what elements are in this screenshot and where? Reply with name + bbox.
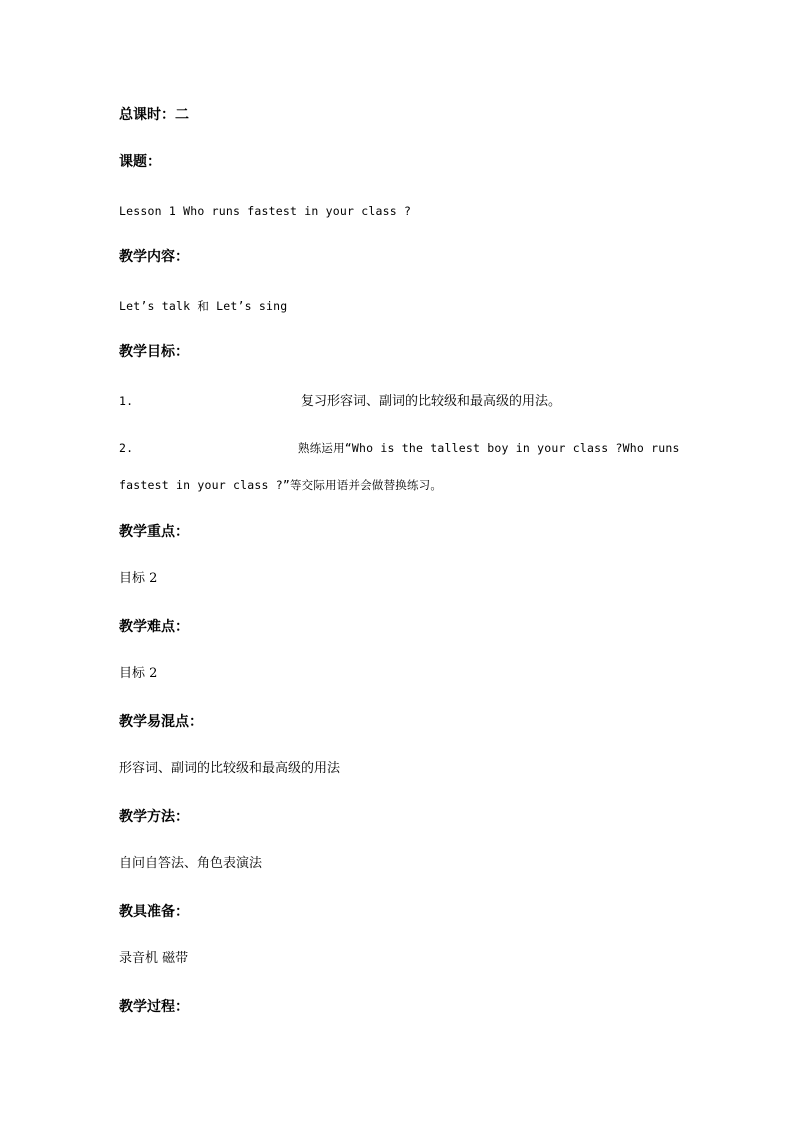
method-value: 自问自答法、角色表演法	[119, 856, 263, 871]
difficult-point-value: 目标 2	[119, 666, 158, 681]
confusing-point-label: 教学易混点：	[119, 714, 203, 730]
goal-number: 2.	[119, 441, 134, 455]
goal-item-2	[119, 439, 680, 458]
confusing-point-value: 形容词、副词的比较级和最高级的用法	[119, 761, 341, 776]
key-point-value: 目标 2	[119, 571, 158, 586]
content-label: 教学内容：	[119, 249, 189, 265]
key-point-label: 教学重点：	[119, 524, 189, 540]
method-label: 教学方法：	[119, 809, 189, 825]
tools-label: 教具准备：	[119, 904, 189, 920]
goal-2-continuation: fastest in your class ?”等交际用语并会做替换练习。	[119, 478, 443, 492]
goal-item-1	[119, 392, 561, 411]
topic-label: 课题：	[119, 154, 161, 170]
goals-label: 教学目标：	[119, 344, 189, 360]
tools-value: 录音机 磁带	[119, 951, 189, 966]
content-value: Let’s talk 和 Let’s sing	[119, 299, 288, 313]
goal-text: 复习形容词、副词的比较级和最高级的用法。	[301, 394, 562, 409]
process-label: 教学过程：	[119, 999, 189, 1015]
difficult-point-label: 教学难点：	[119, 619, 189, 635]
total-hours-heading: 总课时：二	[119, 107, 189, 123]
goal-text: 熟练运用“Who is the tallest boy in your class ?Who runs	[298, 441, 680, 455]
goal-number: 1.	[119, 394, 134, 408]
topic-value: Lesson 1 Who runs fastest in your class ?	[119, 204, 412, 218]
